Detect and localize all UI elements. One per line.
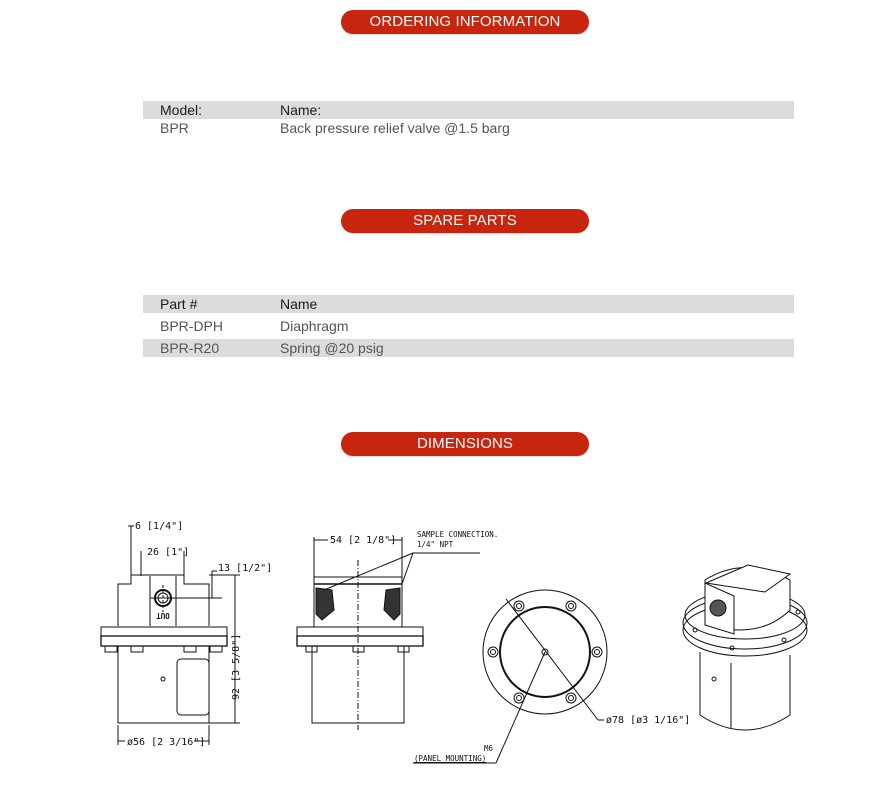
front-view-drawing (101, 526, 240, 745)
out-port-label: OUT (156, 611, 170, 620)
part-cell: BPR-R20 (160, 340, 220, 356)
name-cell: Diaphragm (280, 318, 349, 334)
header-model: Model: (160, 102, 203, 118)
model-cell: BPR (160, 120, 189, 136)
header-name: Name: (280, 102, 322, 118)
header-part: Part # (160, 296, 198, 312)
name-cell: Spring @20 psig (280, 340, 384, 356)
name-cell: Back pressure relief valve @1.5 barg (280, 120, 510, 136)
top-view-drawing (413, 590, 607, 763)
isometric-view-drawing (683, 565, 807, 730)
header-name: Name (280, 296, 318, 312)
dim-13-label: 13 [1/2"] (218, 563, 273, 574)
spare-parts-title: SPARE PARTS (413, 212, 517, 229)
panel-mounting-label: (PANEL MOUNTING) (414, 754, 487, 763)
dim-54-label: 54 [2 1/8"] (330, 535, 397, 546)
m6-label: M6 (483, 744, 493, 753)
sample-npt-label: 1/4" NPT (417, 540, 454, 549)
dim-92-label: 92 [3 5/8"] (231, 633, 242, 700)
dim-56-label: ø56 [2 3/16"] (127, 737, 206, 748)
part-cell: BPR-DPH (160, 318, 224, 334)
sample-connection-label: SAMPLE CONNECTION. (417, 530, 499, 539)
dimensions-title: DIMENSIONS (416, 435, 513, 452)
dim-78-label: ø78 [ø3 1/16"] (606, 715, 691, 726)
ordering-information-title: ORDERING INFORMATION (369, 13, 561, 30)
dim-26-label: 26 [1"] (147, 547, 190, 558)
side-view-drawing (297, 537, 480, 730)
dim-6-label: 6 [1/4"] (135, 521, 184, 532)
